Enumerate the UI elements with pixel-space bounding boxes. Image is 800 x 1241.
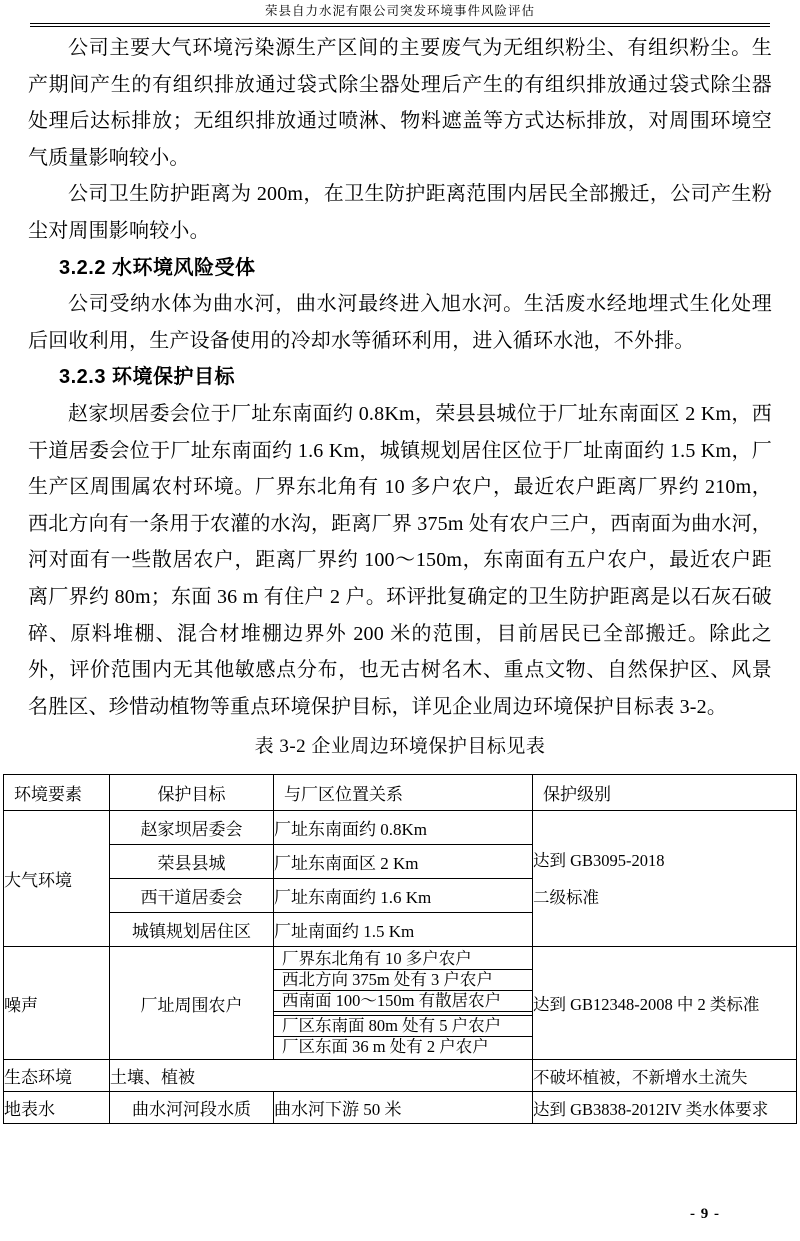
paragraph-protection-targets: 赵家坝居委会位于厂址东南面约 0.8Km，荣县县城位于厂址东南面区 2 Km，西干道居委会位于厂址东南面约 1.6 Km，城镇规划居住区位于厂址南面约 1.5 Km，厂生产区周围属农村环境。厂界东北角有 10 多户农户，最近农户距离厂界约 210m，西北方向有一条用于农灌的水沟，距离厂界 375m 处有农户三户，西南面为曲水河，河对面有一些散居农户，距离厂界约 100～150m，东南面有五户农户，最近农户距离厂界约 80m；东面 36 m 有住户 2 户。环评批复确定的卫生防护距离是以石灰石破碎、原料堆棚、混合材堆棚边界外 200 米的范围，目前居民已全部搬迁。除此之外，评价范围内无其他敏感点分布，也无古树名木、重点文物、自然保护区、风景名胜区、珍惜动植物等重点环境保护目标，详见企业周边环境保护目标表 3-2。 bbox=[28, 402, 772, 718]
cell-position-noise bbox=[274, 947, 533, 1060]
section-heading-322: 3.2.2 水环境风险受体 bbox=[59, 256, 256, 279]
cell-target-noise: 厂址周围农户 bbox=[110, 947, 274, 1060]
cell-target: 城镇规划居住区 bbox=[110, 913, 274, 947]
cell-level-eco: 不破坏植被，不新增水土流失 bbox=[533, 1060, 797, 1092]
cell-element-eco: 生态环境 bbox=[4, 1060, 110, 1092]
cell-position: 厂址南面约 1.5 Km bbox=[274, 913, 533, 947]
running-header bbox=[0, 0, 800, 20]
col-header-element: 环境要素 bbox=[4, 775, 110, 811]
table-row-eco bbox=[4, 1060, 797, 1092]
noise-position-item: 西南面 100～150m 有散居农户 bbox=[274, 990, 532, 1012]
cell-level-air bbox=[533, 811, 797, 947]
table-row-noise bbox=[4, 947, 797, 1060]
col-header-position: 与厂区位置关系 bbox=[274, 775, 533, 811]
table-row-air-1 bbox=[4, 811, 797, 845]
noise-position-item: 厂界东北角有 10 多户农户 bbox=[282, 949, 472, 969]
paragraph-air-pollution: 公司主要大气环境污染源生产区间的主要废气为无组织粉尘、有组织粉尘。生产期间产生的有组织排放通过袋式除尘器处理后产生的有组织排放通过袋式除尘器处理后达标排放；无组织排放通过喷淋、物料遮盖等方式达标排放，对周围环境空气质量影响较小。 bbox=[28, 37, 772, 169]
protection-targets-table bbox=[3, 774, 797, 1124]
cell-level-water: 达到 GB3838-2012IV 类水体要求 bbox=[533, 1092, 797, 1124]
cell-element-air: 大气环境 bbox=[4, 811, 110, 947]
cell-position-water: 曲水河下游 50 米 bbox=[274, 1092, 533, 1124]
cell-position: 厂址东南面区 2 Km bbox=[274, 845, 533, 879]
cell-level-noise: 达到 GB12348-2008 中 2 类标准 bbox=[533, 947, 797, 1060]
paragraph-water-receptor: 公司受纳水体为曲水河，曲水河最终进入旭水河。生活废水经地埋式生化处理后回收利用，生产设备使用的冷却水等循环利用，进入循环水池，不外排。 bbox=[28, 293, 772, 352]
cell-target-eco: 土壤、植被 bbox=[110, 1060, 533, 1092]
noise-position-item: 厂区东面 36 m 处有 2 户农户 bbox=[274, 1036, 532, 1057]
cell-position: 厂址东南面约 1.6 Km bbox=[274, 879, 533, 913]
cell-target: 荣县县城 bbox=[110, 845, 274, 879]
page-number: - 9 - bbox=[690, 1206, 720, 1222]
cell-position: 厂址东南面约 0.8Km bbox=[274, 811, 533, 845]
section-heading-323: 3.2.3 环境保护目标 bbox=[59, 366, 236, 389]
noise-position-item: 厂区东南面 80m 处有 5 户农户 bbox=[274, 1015, 532, 1036]
table-caption: 表 3-2 企业周边环境保护目标见表 bbox=[254, 736, 546, 758]
table-row-surface-water bbox=[4, 1092, 797, 1124]
level-line-2: 二级标准 bbox=[533, 887, 599, 907]
col-header-level: 保护级别 bbox=[533, 775, 797, 811]
cell-element-noise: 噪声 bbox=[4, 947, 110, 1060]
header-rule bbox=[30, 23, 770, 27]
paragraph-sanitary-distance: 公司卫生防护距离为 200m，在卫生防护距离范围内居民全部搬迁，公司产生粉尘对周围影响较小。 bbox=[28, 183, 772, 242]
level-line-1: 达到 GB3095-2018 bbox=[533, 850, 665, 870]
table-header-row bbox=[4, 775, 797, 811]
noise-position-item: 西北方向 375m 处有 3 户农户 bbox=[274, 969, 532, 990]
cell-element-water: 地表水 bbox=[4, 1092, 110, 1124]
noise-position-stack bbox=[274, 949, 532, 1057]
document-title: 荣县自力水泥有限公司突发环境事件风险评估 bbox=[264, 4, 535, 18]
cell-target-water: 曲水河河段水质 bbox=[110, 1092, 274, 1124]
document-body bbox=[28, 30, 772, 765]
cell-target: 西干道居委会 bbox=[110, 879, 274, 913]
col-header-target: 保护目标 bbox=[110, 775, 274, 811]
cell-target: 赵家坝居委会 bbox=[110, 811, 274, 845]
